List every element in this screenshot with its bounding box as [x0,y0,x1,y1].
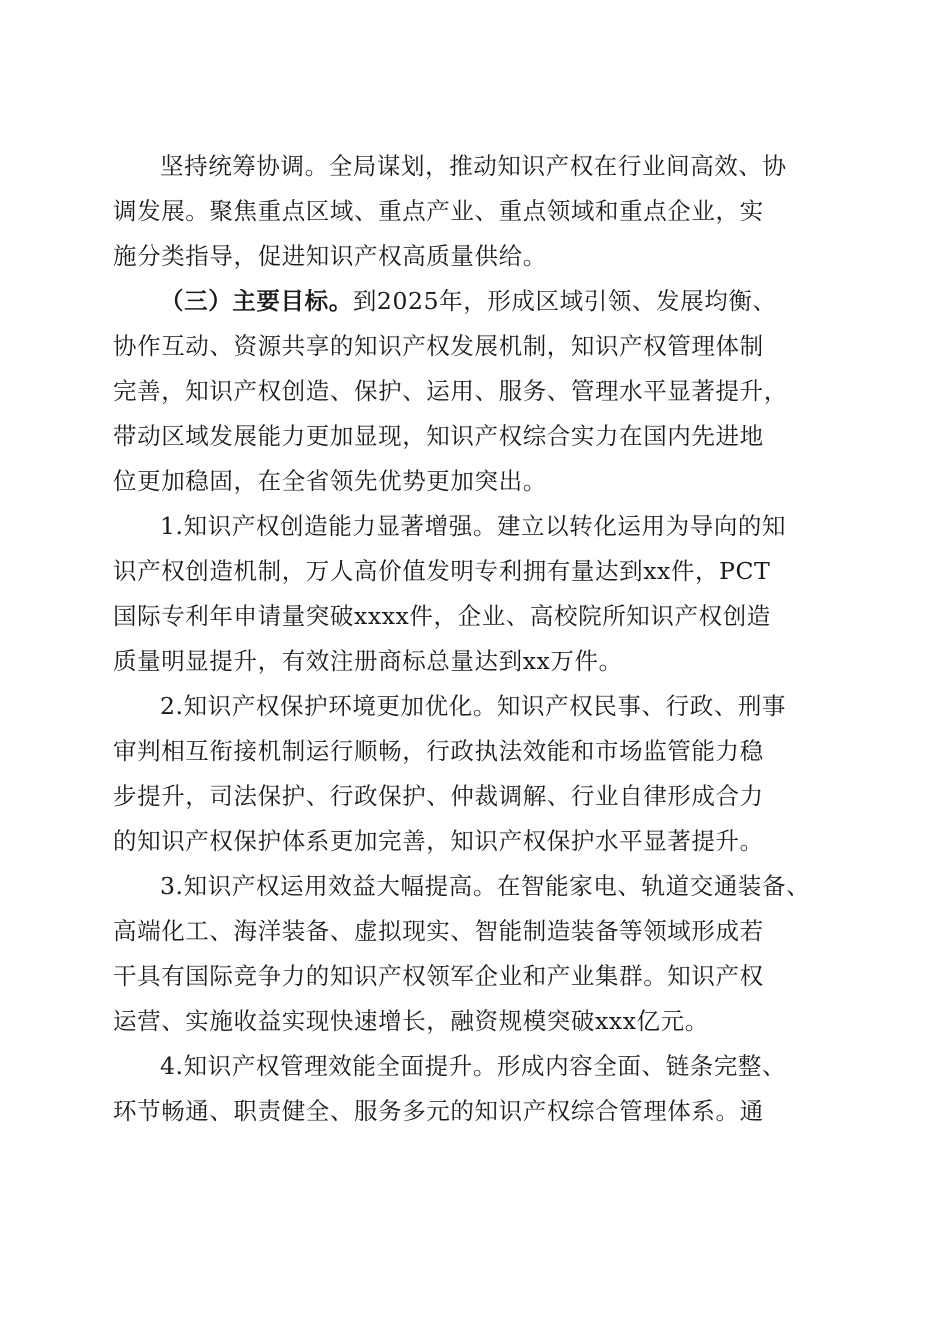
text-line: 2.知识产权保护环境更加优化。知识产权民事、行政、刑事 [160,692,787,720]
text-line: 协作互动、资源共享的知识产权发展机制，知识产权管理体制 [113,332,764,360]
text-line: 质量明显提升，有效注册商标总量达到xx万件。 [113,647,623,675]
document-body [113,144,845,1134]
text-line: 1.知识产权创造能力显著增强。建立以转化运用为导向的知 [160,512,787,540]
text-line: 位更加稳固，在全省领先优势更加突出。 [113,467,547,495]
paragraph-goal-3 [113,864,845,1044]
section-heading: （三）主要目标。 [160,287,353,315]
text-line: 步提升，司法保护、行政保护、仲裁调解、行业自律形成合力 [113,782,764,810]
paragraph-goal-1 [113,504,845,684]
text-line: 审判相互衔接机制运行顺畅，行政执法效能和市场监管能力稳 [113,737,764,765]
text-fragment: 到2025年，形成区域引领、发展均衡、 [352,287,777,315]
paragraph-goal-4 [113,1044,845,1134]
text-line: 施分类指导，促进知识产权高质量供给。 [113,242,547,270]
text-line: 环节畅通、职责健全、服务多元的知识产权综合管理体系。通 [113,1097,764,1125]
text-line: 调发展。聚焦重点区域、重点产业、重点领域和重点企业，实 [113,197,764,225]
text-line: 的知识产权保护体系更加完善，知识产权保护水平显著提升。 [113,827,764,855]
text-line [113,279,845,324]
text-line: 坚持统筹协调。全局谋划，推动知识产权在行业间高效、协 [160,152,787,180]
text-line: 运营、实施收益实现快速增长，融资规模突破xxx亿元。 [113,1007,709,1035]
paragraph-coordination [113,144,845,279]
text-line: 带动区域发展能力更加显现，知识产权综合实力在国内先进地 [113,422,764,450]
text-line: 国际专利年申请量突破xxxx件，企业、高校院所知识产权创造 [113,602,771,630]
text-line: 完善，知识产权创造、保护、运用、服务、管理水平显著提升， [113,377,788,405]
text-line: 干具有国际竞争力的知识产权领军企业和产业集群。知识产权 [113,962,764,990]
text-line: 4.知识产权管理效能全面提升。形成内容全面、链条完整、 [160,1052,787,1080]
paragraph-goal-2 [113,684,845,864]
text-line: 识产权创造机制，万人高价值发明专利拥有量达到xx件，PCT [113,557,771,585]
text-line: 3.知识产权运用效益大幅提高。在智能家电、轨道交通装备、 [160,872,811,900]
text-line: 高端化工、海洋装备、虚拟现实、智能制造装备等领域形成若 [113,917,764,945]
paragraph-main-goals [113,279,845,504]
